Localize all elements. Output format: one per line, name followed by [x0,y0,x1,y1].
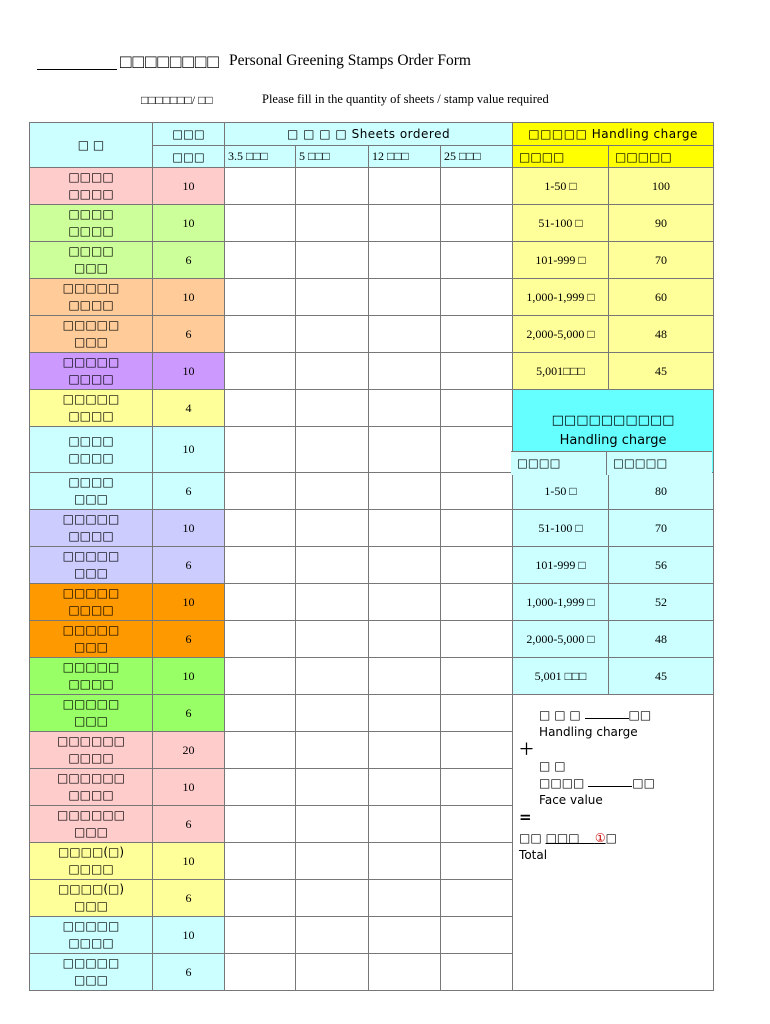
handling-charge-value: 45 [609,658,714,695]
sheet-quantity-cell[interactable] [441,279,513,316]
stamp-item-name: □□□□□□ [56,771,126,785]
stamp-item-name: □□□□□ [62,586,120,600]
sheet-quantity-cell[interactable] [225,917,296,954]
sheet-quantity-cell[interactable] [296,473,369,510]
sheet-quantity-cell[interactable] [225,168,296,205]
handling-range: 5,001□□□ [513,353,609,390]
stamp-value: 10 [153,510,225,547]
sheet-quantity-cell[interactable] [296,621,369,658]
sheet-quantity-cell[interactable] [441,205,513,242]
col-header-value-l2: □□□ [153,146,225,168]
sheet-quantity-cell[interactable] [225,510,296,547]
sheet-quantity-cell[interactable] [296,353,369,390]
stamp-value: 6 [153,473,225,510]
sheet-quantity-cell[interactable] [441,547,513,584]
sheet-quantity-cell[interactable] [296,390,369,427]
sheet-quantity-cell[interactable] [225,843,296,880]
sheet-quantity-cell[interactable] [369,732,441,769]
sheet-quantity-cell[interactable] [225,621,296,658]
stamp-item [30,168,153,205]
charge-header: □□□□□ [609,146,714,168]
stamp-item-denomination: □□□□ [68,409,114,423]
sheet-quantity-cell[interactable] [369,279,441,316]
stamp-item [30,880,153,917]
sheet-quantity-cell[interactable] [441,732,513,769]
quantity-range-header-2: □□□□ [511,452,607,475]
stamp-item [30,473,153,510]
stamp-item [30,658,153,695]
stamp-item-denomination: □□□□ [68,936,114,950]
sheet-quantity-cell[interactable] [296,732,369,769]
sheet-quantity-cell[interactable] [441,658,513,695]
sheet-quantity-cell[interactable] [296,205,369,242]
handling-charge-value: 48 [609,621,714,658]
sheet-quantity-cell[interactable] [296,954,369,991]
sheet-quantity-cell[interactable] [296,806,369,843]
stamp-item [30,732,153,769]
handling-charge-header-2-cjk: □□□□□□□□□□ [551,413,675,428]
sheet-quantity-cell[interactable] [296,769,369,806]
stamp-value: 6 [153,954,225,991]
stamp-item [30,806,153,843]
sheet-quantity-cell[interactable] [369,205,441,242]
stamp-item-denomination: □□□ [73,640,108,654]
title-underline [37,69,117,70]
sheet-quantity-cell[interactable] [369,316,441,353]
sheet-quantity-cell[interactable] [369,510,441,547]
sheet-quantity-cell[interactable] [225,695,296,732]
sheet-quantity-cell[interactable] [441,316,513,353]
stamp-item-name: □□□□ [68,244,114,258]
sheet-quantity-cell[interactable] [441,843,513,880]
sheet-quantity-cell[interactable] [225,473,296,510]
handling-range: 101-999 □ [513,547,609,584]
sheet-quantity-cell[interactable] [225,584,296,621]
sheet-quantity-cell[interactable] [225,427,296,473]
sheet-quantity-cell[interactable] [296,547,369,584]
stamp-item-denomination: □□□ [73,714,108,728]
face-value-blank[interactable] [588,775,632,787]
sheet-quantity-cell[interactable] [441,510,513,547]
sheet-quantity-cell[interactable] [369,547,441,584]
handling-total-blank[interactable] [585,707,629,719]
sheet-quantity-cell[interactable] [369,954,441,991]
sheet-quantity-cell[interactable] [369,806,441,843]
sheet-quantity-cell[interactable] [441,353,513,390]
sheet-quantity-cell[interactable] [225,205,296,242]
sheet-size-header: 25 □□□ [441,146,513,168]
stamp-item-name: □□□□ [68,170,114,184]
handling-charge-value: 100 [609,168,714,205]
sheet-quantity-cell[interactable] [441,880,513,917]
stamp-item-name: □□□□□ [62,623,120,637]
sheet-quantity-cell[interactable] [296,427,369,473]
stamp-value: 10 [153,205,225,242]
stamp-item-denomination: □□□ [73,973,108,987]
sheet-quantity-cell[interactable] [225,954,296,991]
handling-range: 1,000-1,999 □ [513,279,609,316]
instruction: Please fill in the quantity of sheets / stamp value required [262,92,549,106]
totals-box: □ □ □ □□ Handling charge ＋ □ □ □□□□ □□ Face value = □□ □□□ ①□ Total [513,695,714,991]
sheet-quantity-cell[interactable] [369,353,441,390]
sheet-size-header: 12 □□□ [369,146,441,168]
stamp-item-name: □□□□□ [62,281,120,295]
form-title-cjk: □□□□□□□□ [120,52,220,73]
handling-charge-value: 70 [609,242,714,279]
sheet-quantity-cell[interactable] [441,806,513,843]
stamp-item-name: □□□□ [68,207,114,221]
handling-range: 1-50 □ [513,168,609,205]
handling-charge-header: □□□□□ Handling charge [513,123,714,146]
stamp-value: 6 [153,242,225,279]
handling-charge-value: 56 [609,547,714,584]
stamp-item-denomination: □□□□ [68,298,114,312]
col-header-sheets-ordered: □ □ □ □ Sheets ordered [225,123,513,146]
sheet-quantity-cell[interactable] [296,584,369,621]
stamp-item-name: □□□□(□) [57,845,125,859]
sheet-quantity-cell[interactable] [369,390,441,427]
stamp-value: 10 [153,427,225,473]
stamp-value: 6 [153,316,225,353]
stamp-item-name: □□□□□ [62,919,120,933]
sheet-quantity-cell[interactable] [296,279,369,316]
stamp-value: 10 [153,584,225,621]
sheet-quantity-cell[interactable] [296,168,369,205]
stamp-item-name: □□□□□ [62,392,120,406]
sheet-quantity-cell[interactable] [441,584,513,621]
stamp-item [30,843,153,880]
handling-range: 2,000-5,000 □ [513,316,609,353]
handling-range: 101-999 □ [513,242,609,279]
stamp-item-name: □□□□ [68,433,114,448]
stamp-item [30,954,153,991]
sheet-size-header: 5 □□□ [296,146,369,168]
stamp-value: 6 [153,806,225,843]
stamp-value: 6 [153,695,225,732]
stamp-item-name: □□□□□ [62,697,120,711]
sheet-quantity-cell[interactable] [225,806,296,843]
sheet-quantity-cell[interactable] [225,353,296,390]
sheet-quantity-cell[interactable] [225,880,296,917]
sheet-quantity-cell[interactable] [369,769,441,806]
handling-charge-value: 48 [609,316,714,353]
stamp-value: 10 [153,353,225,390]
stamp-value: 6 [153,621,225,658]
col-header-value-l1: □□□ [153,123,225,146]
sheet-quantity-cell[interactable] [296,880,369,917]
handling-range: 1,000-1,999 □ [513,584,609,621]
stamp-item [30,242,153,279]
sheet-quantity-cell[interactable] [441,769,513,806]
sheet-quantity-cell[interactable] [225,316,296,353]
stamp-item-name: □□□□(□) [57,882,125,896]
sheet-quantity-cell[interactable] [225,769,296,806]
stamp-item-name: □□□□□□ [56,734,126,748]
sheet-size-header: 3.5 □□□ [225,146,296,168]
stamp-value: 10 [153,279,225,316]
sheet-quantity-cell[interactable] [369,880,441,917]
stamp-item [30,427,153,473]
stamp-item [30,279,153,316]
handling-charge-value: 60 [609,279,714,316]
stamp-item-denomination: □□□ [73,492,108,506]
stamp-item-denomination: □□□□ [68,862,114,876]
stamp-item-denomination: □□□ [73,825,108,839]
stamp-item [30,510,153,547]
handling-range: 2,000-5,000 □ [513,621,609,658]
stamp-item-name: □□□□□□ [56,808,126,822]
sheet-quantity-cell[interactable] [441,954,513,991]
stamp-item-name: □□□□ [68,475,114,489]
stamp-value: 10 [153,658,225,695]
sheet-quantity-cell[interactable] [441,427,513,473]
stamp-item [30,584,153,621]
sheet-quantity-cell[interactable] [441,390,513,427]
handling-range: 51-100 □ [513,205,609,242]
handling-range: 51-100 □ [513,510,609,547]
sheet-quantity-cell[interactable] [369,168,441,205]
stamp-item-denomination: □□□ [73,566,108,580]
stamp-item [30,547,153,584]
sheet-quantity-cell[interactable] [369,917,441,954]
stamp-item-name: □□□□□ [62,956,120,970]
stamp-item [30,695,153,732]
stamp-item [30,769,153,806]
handling-range: 5,001 □□□ [513,658,609,695]
stamp-item-denomination: □□□ [73,899,108,913]
sheet-quantity-cell[interactable] [225,547,296,584]
stamp-item [30,917,153,954]
sheet-quantity-cell[interactable] [369,695,441,732]
sheet-quantity-cell[interactable] [225,658,296,695]
stamp-item-name: □□□□□ [62,660,120,674]
stamp-item-name: □□□□□ [62,549,120,563]
stamp-item-denomination: □□□□ [68,529,114,543]
instruction-cjk: □□□□□□□/ □□ [141,93,213,107]
handling-charge-value: 90 [609,205,714,242]
stamp-item-name: □□□□□ [62,355,120,369]
stamp-item-denomination: □□□□ [68,677,114,691]
sheet-quantity-cell[interactable] [296,917,369,954]
sheet-quantity-cell[interactable] [296,316,369,353]
sheet-quantity-cell[interactable] [441,242,513,279]
sheet-quantity-cell[interactable] [225,732,296,769]
stamp-item [30,205,153,242]
stamp-item-denomination: □□□□ [68,187,114,201]
handling-charge-value: 45 [609,353,714,390]
sheet-quantity-cell[interactable] [441,917,513,954]
sheet-quantity-cell[interactable] [369,584,441,621]
sheet-quantity-cell[interactable] [369,242,441,279]
sheet-quantity-cell[interactable] [225,390,296,427]
sheet-quantity-cell[interactable] [296,843,369,880]
sheet-quantity-cell[interactable] [296,695,369,732]
sheet-quantity-cell[interactable] [369,843,441,880]
total-blank[interactable]: □□□ ① [545,831,606,845]
handling2-column-header-row [511,451,712,475]
form-title: Personal Greening Stamps Order Form [229,52,471,69]
handling-charge-value: 80 [609,473,714,510]
stamp-item [30,390,153,427]
stamp-value: 20 [153,732,225,769]
stamp-item-name: □□□□□ [62,512,120,526]
sheet-quantity-cell[interactable] [369,473,441,510]
stamp-item-denomination: □□□□ [68,603,114,617]
stamp-item [30,621,153,658]
handling-charge-value: 70 [609,510,714,547]
stamp-item-denomination: □□□□ [68,450,114,465]
sheet-quantity-cell[interactable] [296,242,369,279]
sheet-quantity-cell[interactable] [296,510,369,547]
stamp-value: 10 [153,843,225,880]
stamp-item-denomination: □□□ [73,261,108,275]
stamp-value: 6 [153,880,225,917]
handling-charge-header-2-en: Handling charge [559,433,667,448]
sheet-quantity-cell[interactable] [225,279,296,316]
stamp-item-name: □□□□□ [62,318,120,332]
sheet-quantity-cell[interactable] [225,242,296,279]
plus-sign: ＋ [519,740,535,758]
sheet-quantity-cell[interactable] [296,658,369,695]
col-header-item: □ □ [30,123,153,168]
stamp-item-denomination: □□□□ [68,224,114,238]
stamp-value: 10 [153,917,225,954]
sheet-quantity-cell[interactable] [441,695,513,732]
stamp-value: 10 [153,769,225,806]
handling-charge-value: 52 [609,584,714,621]
sheet-quantity-cell[interactable] [369,427,441,473]
charge-header-2: □□□□□ [613,456,668,470]
quantity-range-header: □□□□ [513,146,609,168]
stamp-item [30,316,153,353]
stamp-item-denomination: □□□□ [68,788,114,802]
handling-range: 1-50 □ [513,473,609,510]
stamp-item-denomination: □□□ [73,335,108,349]
sheet-quantity-cell[interactable] [441,621,513,658]
sheet-quantity-cell[interactable] [369,621,441,658]
sheet-quantity-cell[interactable] [441,473,513,510]
stamp-value: 6 [153,547,225,584]
stamp-item-denomination: □□□□ [68,372,114,386]
stamp-item-denomination: □□□□ [68,751,114,765]
sheet-quantity-cell[interactable] [441,168,513,205]
stamp-item [30,353,153,390]
stamp-value: 4 [153,390,225,427]
sheet-quantity-cell[interactable] [369,658,441,695]
stamp-value: 10 [153,168,225,205]
equals-sign: = [519,808,532,826]
order-table [29,122,714,991]
